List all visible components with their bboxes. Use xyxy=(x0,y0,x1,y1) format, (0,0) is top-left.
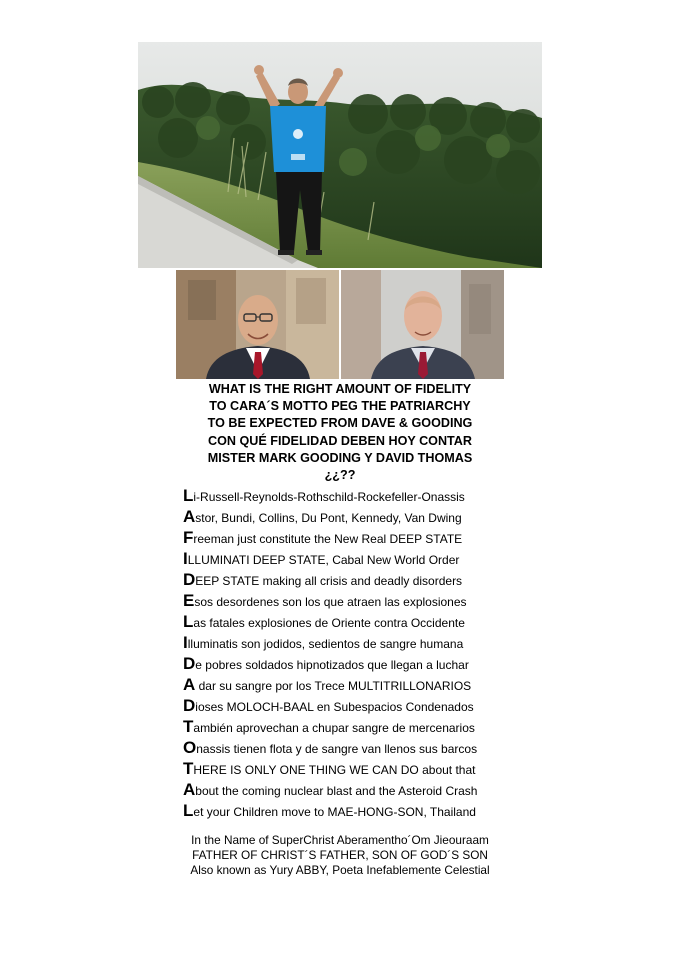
poem-initial: I xyxy=(183,633,188,652)
question-heading xyxy=(140,381,540,484)
portrait-left-image xyxy=(176,270,339,379)
poem-line xyxy=(183,800,513,821)
heading-line: TO CARA´S MOTTO PEG THE PATRIARCHY xyxy=(209,399,471,414)
poem-initial: O xyxy=(183,738,197,757)
poem-text: et your Children move to MAE-HONG-SON, Thailand xyxy=(193,805,476,819)
poem-initial: L xyxy=(183,801,194,820)
poem-initial: D xyxy=(183,654,196,673)
poem-text: lluminatis son jodidos, sedientos de sangre humana xyxy=(187,637,464,651)
poem-line xyxy=(183,695,513,716)
heading-line: TO BE EXPECTED FROM DAVE & GOODING xyxy=(207,416,473,431)
poem-line xyxy=(183,674,513,695)
poem-initial: T xyxy=(183,717,194,736)
poem-text: reeman just constitute the New Real DEEP STATE xyxy=(193,532,463,546)
signature-block xyxy=(140,833,540,878)
poem-line xyxy=(183,590,513,611)
poem-line xyxy=(183,548,513,569)
poem-text: EEP STATE making all crisis and deadly disorders xyxy=(195,574,463,588)
poem-text: HERE IS ONLY ONE THING WE CAN DO about that xyxy=(193,763,476,777)
poem-initial: A xyxy=(183,675,196,694)
heading-line: CON QUÉ FIDELIDAD DEBEN HOY CONTAR xyxy=(207,433,472,448)
poem-initial: L xyxy=(183,612,194,631)
hillside-scene-image xyxy=(138,42,542,268)
poem-line xyxy=(183,506,513,527)
poem-text: dar su sangre por los Trece MULTITRILLONARIOS xyxy=(195,679,472,693)
poem-text: as fatales explosiones de Oriente contra Occidente xyxy=(193,616,465,630)
poem-initial: A xyxy=(183,780,196,799)
poem-text: sos desordenes son los que atraen las explosiones xyxy=(194,595,467,609)
poem-initial: I xyxy=(183,549,188,568)
poem-initial: D xyxy=(183,570,196,589)
poem-text: i-Russell-Reynolds-Rothschild-Rockefeller-Onassis xyxy=(193,490,465,504)
poem-initial: F xyxy=(183,528,194,547)
poem-text: ambién aprovechan a chupar sangre de mercenarios xyxy=(193,721,475,735)
heading-line: MISTER MARK GOODING Y DAVID THOMAS xyxy=(207,450,473,465)
poem-text: bout the coming nuclear blast and the Asteroid Crash xyxy=(195,784,478,798)
poem-text: stor, Bundi, Collins, Du Pont, Kennedy, Van Dwing xyxy=(195,511,462,525)
signature-line: In the Name of SuperChrist Aberamentho´Om Jieouraam xyxy=(191,833,489,847)
photo-portrait-right xyxy=(341,270,504,379)
poem-text: nassis tienen flota y de sangre van llenos sus barcos xyxy=(196,742,478,756)
poem-line xyxy=(183,653,513,674)
poem-initial: T xyxy=(183,759,194,778)
heading-line: ¿¿?? xyxy=(324,468,356,483)
poem-text: LLUMINATI DEEP STATE, Cabal New World Order xyxy=(187,553,460,567)
poem-line xyxy=(183,779,513,800)
poem-text: ioses MOLOCH-BAAL en Subespacios Condenados xyxy=(195,700,474,714)
poem-initial: D xyxy=(183,696,196,715)
poem-line xyxy=(183,737,513,758)
poem-line xyxy=(183,758,513,779)
poem-line xyxy=(183,611,513,632)
heading-line: WHAT IS THE RIGHT AMOUNT OF FIDELITY xyxy=(208,382,472,396)
signature-line: Also known as Yury ABBY, Poeta Inefablemente Celestial xyxy=(190,863,490,877)
photo-man-on-hillside xyxy=(138,42,542,268)
poem-line xyxy=(183,527,513,548)
acrostic-poem xyxy=(183,485,513,821)
portrait-right-image xyxy=(341,270,504,379)
poem-line xyxy=(183,632,513,653)
poem-initial: A xyxy=(183,507,196,526)
poem-text: e pobres soldados hipnotizados que llegan a luchar xyxy=(195,658,469,672)
signature-line: FATHER OF CHRIST´S FATHER, SON OF GOD´S SON xyxy=(192,848,488,862)
poem-line xyxy=(183,716,513,737)
poem-initial: L xyxy=(183,486,194,505)
poem-line xyxy=(183,485,513,506)
poem-initial: E xyxy=(183,591,195,610)
poem-line xyxy=(183,569,513,590)
photo-portrait-left xyxy=(176,270,339,379)
